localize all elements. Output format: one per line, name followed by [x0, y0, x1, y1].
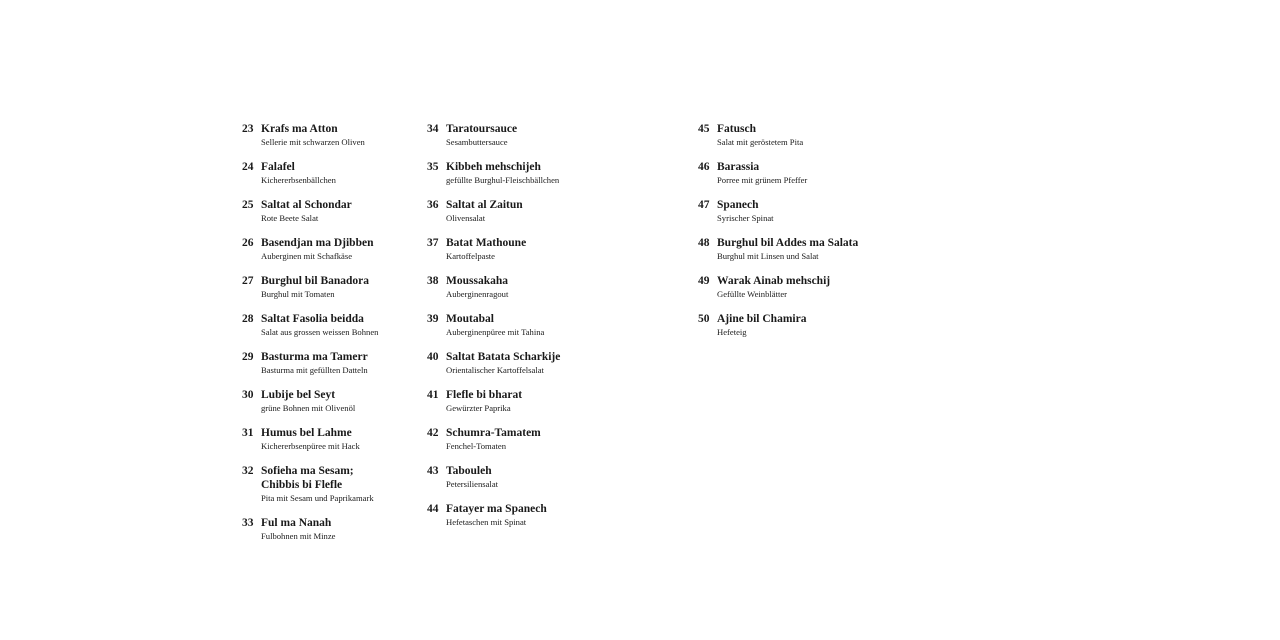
menu-item-number: 33 — [242, 517, 254, 529]
menu-item-title: Saltat al Schondar — [261, 199, 352, 211]
menu-item-number: 36 — [427, 199, 439, 211]
menu-item-description: Olivensalat — [446, 213, 486, 223]
menu-item-title: Burghul bil Banadora — [261, 275, 370, 287]
menu-item-title: Moussakaha — [446, 275, 508, 287]
menu-item — [242, 160, 422, 187]
menu-item-number: 23 — [242, 123, 254, 135]
menu-item-title: Tabouleh — [446, 465, 492, 477]
menu-item-title: Kibbeh mehschijeh — [446, 161, 541, 173]
menu-item-description: Hefetaschen mit Spinat — [446, 517, 527, 527]
menu-item-description: Salat aus grossen weissen Bohnen — [261, 327, 379, 337]
menu-item-description: Syrischer Spinat — [717, 213, 774, 223]
menu-item — [242, 388, 422, 415]
menu-item-title: Taratoursauce — [446, 123, 518, 135]
menu-item-number: 44 — [427, 503, 439, 515]
menu-item-number: 28 — [242, 313, 254, 325]
menu-item-number: 31 — [242, 427, 254, 439]
menu-column-3 — [698, 122, 958, 350]
menu-item-title: Humus bel Lahme — [261, 427, 352, 439]
menu-item-title: Fatayer ma Spanech — [446, 503, 547, 515]
menu-item-number: 47 — [698, 199, 710, 211]
menu-column-2 — [427, 122, 687, 540]
menu-item-number: 40 — [427, 351, 439, 363]
menu-item-number: 26 — [242, 237, 254, 249]
menu-item-title: Krafs ma Atton — [261, 123, 338, 135]
menu-item-title: Saltat al Zaitun — [446, 199, 523, 211]
menu-item — [427, 426, 687, 453]
menu-item-title: Moutabal — [446, 313, 494, 325]
menu-item — [698, 274, 958, 301]
menu-item-description: Fulbohnen mit Minze — [261, 531, 336, 541]
menu-item — [242, 350, 422, 377]
menu-item — [427, 198, 687, 225]
menu-item — [242, 516, 422, 543]
menu-column-1 — [242, 122, 422, 554]
menu-item-description: grüne Bohnen mit Olivenöl — [261, 403, 356, 413]
menu-item-title: Saltat Fasolia beidda — [261, 313, 364, 325]
menu-item-description: Gewürzter Paprika — [446, 403, 511, 413]
menu-item-number: 25 — [242, 199, 254, 211]
menu-item-number: 38 — [427, 275, 439, 287]
menu-item-description: Rote Beete Salat — [261, 213, 319, 223]
menu-item-title: Ful ma Nanah — [261, 517, 332, 529]
menu-item-description: Pita mit Sesam und Paprikamark — [261, 493, 374, 503]
menu-item — [242, 122, 422, 149]
menu-item-title: Burghul bil Addes ma Salata — [717, 237, 859, 249]
menu-item-title: Barassia — [717, 161, 760, 173]
menu-item — [427, 502, 687, 529]
menu-item-title: Basendjan ma Djibben — [261, 237, 374, 249]
menu-item — [242, 426, 422, 453]
menu-item — [242, 464, 422, 505]
menu-item-number: 29 — [242, 351, 254, 363]
menu-item — [427, 236, 687, 263]
menu-item-description: Porree mit grünem Pfeffer — [717, 175, 808, 185]
menu-item-title: Schumra-Tamatem — [446, 427, 541, 439]
menu-item — [427, 464, 687, 491]
menu-item-number: 35 — [427, 161, 439, 173]
menu-item — [698, 160, 958, 187]
menu-item-description: Auberginenpüree mit Tahina — [446, 327, 545, 337]
menu-item — [427, 388, 687, 415]
menu-item-title: Fatusch — [717, 123, 756, 135]
menu-item-title: Ajine bil Chamira — [717, 313, 807, 325]
menu-item — [427, 274, 687, 301]
menu-item-number: 45 — [698, 123, 710, 135]
menu-item — [242, 236, 422, 263]
menu-item-number: 48 — [698, 237, 710, 249]
menu-item-description: Sellerie mit schwarzen Oliven — [261, 137, 365, 147]
menu-item-number: 37 — [427, 237, 439, 249]
menu-item-description: Kartoffelpaste — [446, 251, 495, 261]
menu-item — [242, 274, 422, 301]
menu-item-description: Basturma mit gefüllten Datteln — [261, 365, 368, 375]
menu-item-description: Gefüllte Weinblätter — [717, 289, 788, 299]
menu-item-title: Basturma ma Tamerr — [261, 351, 368, 363]
menu-item-description: Hefeteig — [717, 327, 747, 337]
menu-item-number: 43 — [427, 465, 439, 477]
menu-item-number: 50 — [698, 313, 710, 325]
menu-item-title: Flefle bi bharat — [446, 389, 523, 401]
menu-item-description: Orientalischer Kartoffelsalat — [446, 365, 544, 375]
menu-item — [427, 122, 687, 149]
menu-item — [698, 236, 958, 263]
menu-item-number: 42 — [427, 427, 439, 439]
menu-item-title: Batat Mathoune — [446, 237, 527, 249]
menu-item-description: Petersiliensalat — [446, 479, 499, 489]
menu-item-title: Warak Ainab mehschij — [717, 275, 831, 287]
menu-item-title: Spanech — [717, 199, 759, 211]
menu-item-title: Saltat Batata Scharkije — [446, 351, 561, 363]
menu-item-description: Auberginen mit Schafkäse — [261, 251, 353, 261]
menu-item — [698, 312, 958, 339]
menu-item-description: Kichererbsenpüree mit Hack — [261, 441, 360, 451]
menu-item-description: Burghul mit Tomaten — [261, 289, 335, 299]
menu-item-number: 49 — [698, 275, 710, 287]
menu-item — [698, 122, 958, 149]
menu-item-description: Salat mit geröstetem Pita — [717, 137, 804, 147]
menu-item-description: Fenchel-Tomaten — [446, 441, 507, 451]
menu-item-title: Falafel — [261, 161, 295, 173]
menu-item — [242, 198, 422, 225]
menu-item-number: 34 — [427, 123, 439, 135]
menu-item-number: 32 — [242, 465, 254, 477]
menu-item-title: Sofieha ma Sesam; Chibbis bi Flefle — [261, 465, 354, 491]
menu-item-description: gefüllte Burghul-Fleischbällchen — [446, 175, 560, 185]
menu-item-number: 41 — [427, 389, 439, 401]
menu-item-description: Auberginenragout — [446, 289, 509, 299]
menu-item — [427, 160, 687, 187]
menu-item-number: 46 — [698, 161, 710, 173]
menu-item — [427, 350, 687, 377]
menu-item — [427, 312, 687, 339]
menu-item-description: Sesambuttersauce — [446, 137, 508, 147]
menu-item-number: 27 — [242, 275, 254, 287]
menu-item-number: 24 — [242, 161, 254, 173]
menu-item-title: Lubije bel Seyt — [261, 389, 336, 401]
menu-item-number: 39 — [427, 313, 439, 325]
menu-item-number: 30 — [242, 389, 254, 401]
menu-item — [242, 312, 422, 339]
menu-item-description: Burghul mit Linsen und Salat — [717, 251, 819, 261]
menu-item-description: Kichererbsenbällchen — [261, 175, 336, 185]
menu-item — [698, 198, 958, 225]
